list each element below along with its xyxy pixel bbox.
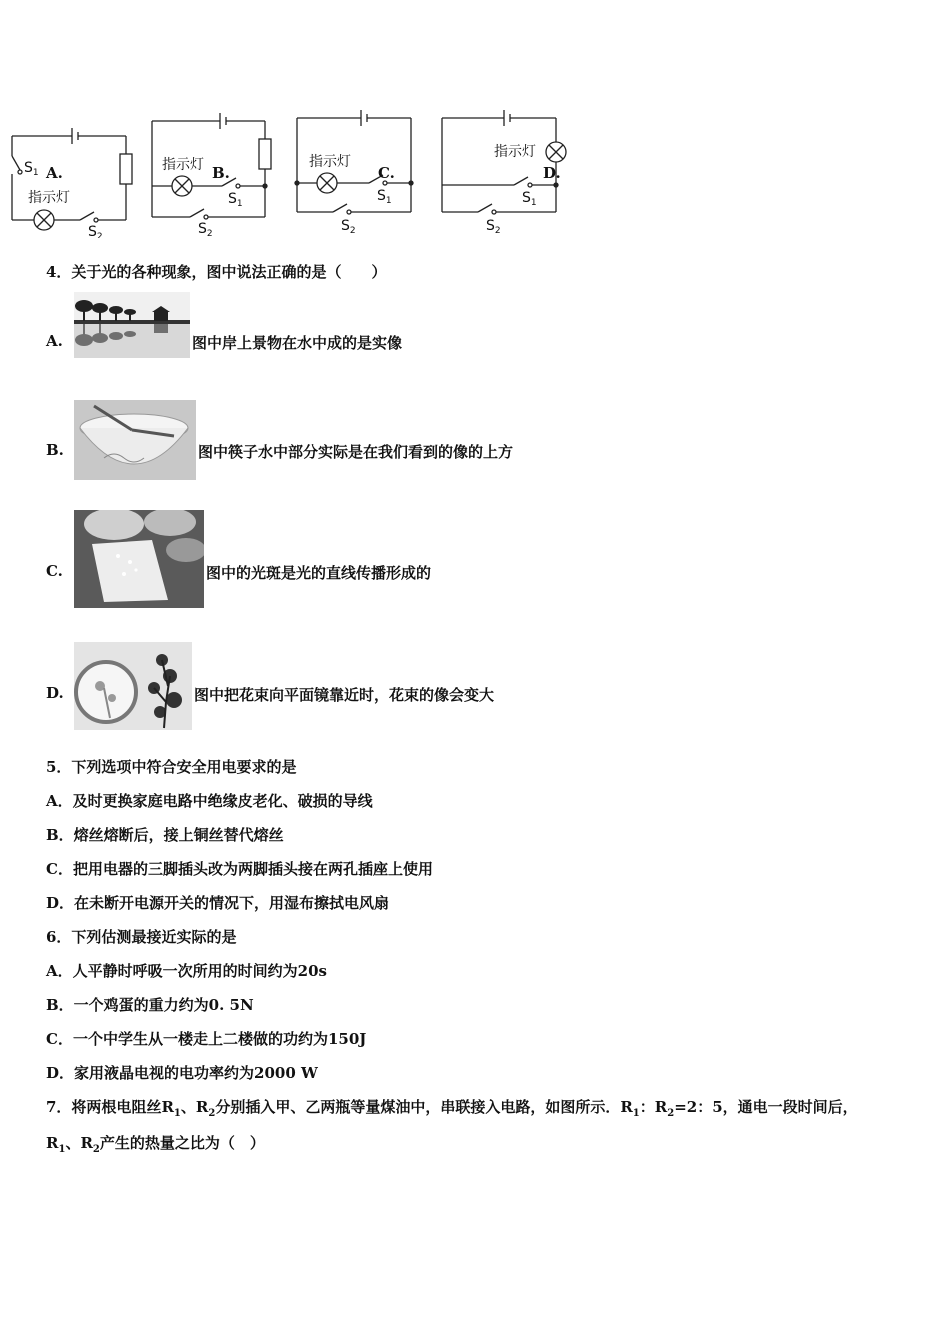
q6-option-d: D．家用液晶电视的电功率约为2000 W bbox=[46, 1064, 318, 1082]
q5-option-a: A．及时更换家庭电路中绝缘皮老化、破损的导线 bbox=[46, 792, 373, 810]
q5-option-b: B．熔丝熔断后，接上铜丝替代熔丝 bbox=[46, 826, 284, 844]
q5-option-d: D．在未断开电源开关的情况下，用湿布擦拭电风扇 bbox=[46, 894, 390, 912]
q5-option-c: C．把用电器的三脚插头改为两脚插头接在两孔插座上使用 bbox=[46, 860, 433, 878]
q3-d-lamp-label: 指示灯 bbox=[494, 144, 537, 160]
q3-a-lamp-label: 指示灯 bbox=[28, 190, 70, 206]
q4-option-c bbox=[46, 508, 746, 608]
q4-option-a-text: 图中岸上景物在水中成的是实像 bbox=[192, 334, 403, 352]
q4-option-c-letter: C. bbox=[46, 562, 63, 580]
svg-text:S2: $S_2$ bbox=[198, 221, 213, 238]
q3-option-b-circuit bbox=[140, 103, 280, 238]
svg-text:S1: $S_1$ bbox=[377, 188, 392, 206]
mirror-flowers-photo bbox=[74, 642, 192, 730]
q4-option-a-letter: A. bbox=[46, 332, 63, 350]
q3-option-c-letter: C. bbox=[378, 164, 395, 182]
q4-stem: 4．关于光的各种现象，图中说法正确的是（ ） bbox=[46, 263, 387, 281]
q4-option-d-letter: D. bbox=[46, 684, 64, 702]
q3-option-a-circuit bbox=[0, 108, 135, 238]
q6-option-a: A．人平静时呼吸一次所用的时间约为20s bbox=[46, 962, 327, 980]
q3-c-lamp-label: 指示灯 bbox=[309, 154, 352, 170]
q4-option-b-letter: B. bbox=[46, 441, 64, 459]
q6-stem: 6．下列估测最接近实际的是 bbox=[46, 928, 237, 946]
light-spot-photo bbox=[74, 510, 204, 608]
q6-option-c: C．一个中学生从一楼走上二楼做的功约为150J bbox=[46, 1030, 367, 1048]
q3-circuit-options bbox=[0, 98, 950, 238]
q3-b-lamp-label: 指示灯 bbox=[162, 157, 205, 173]
q6-option-b: B．一个鸡蛋的重力约为0. 5N bbox=[46, 996, 254, 1014]
svg-text:S2: $S_2$ bbox=[486, 218, 501, 236]
q3-option-c-circuit bbox=[285, 98, 425, 238]
bowl-photo bbox=[74, 400, 196, 480]
q3-option-a-letter: A. bbox=[46, 164, 63, 182]
q4-option-b bbox=[46, 398, 746, 498]
q5-stem: 5．下列选项中符合安全用电要求的是 bbox=[46, 758, 297, 776]
q7-stem-line2: $R_1$、$R_2$产生的热量之比为（ ） bbox=[46, 1134, 265, 1155]
q4-option-a bbox=[46, 290, 746, 390]
svg-text:S1: $S_1$ bbox=[522, 190, 537, 208]
reflection-photo bbox=[74, 292, 190, 358]
q3-option-b-letter: B. bbox=[212, 164, 230, 182]
q7-stem-line1: 7．将两根电阻丝$R_1$、$R_2$分别插入甲、乙两瓶等量煤油中，串联接入电路，如图所示．$R_1$：$R_2=2$：5，通电一段时间后， bbox=[46, 1098, 858, 1119]
q4-option-b-text: 图中筷子水中部分实际是在我们看到的像的上方 bbox=[198, 443, 514, 461]
svg-text:S1: $S_1$ bbox=[228, 191, 243, 209]
svg-text:S2: $S_2$ bbox=[88, 224, 103, 238]
q4-option-d bbox=[46, 640, 746, 740]
q4-option-d-text: 图中把花束向平面镜靠近时，花束的像会变大 bbox=[194, 686, 495, 704]
svg-text:S2: $S_2$ bbox=[341, 218, 356, 236]
q4-option-c-text: 图中的光斑是光的直线传播形成的 bbox=[206, 564, 432, 582]
svg-text:S1: $S_1$ bbox=[24, 160, 39, 178]
q3-option-d-letter: D. bbox=[543, 164, 561, 182]
